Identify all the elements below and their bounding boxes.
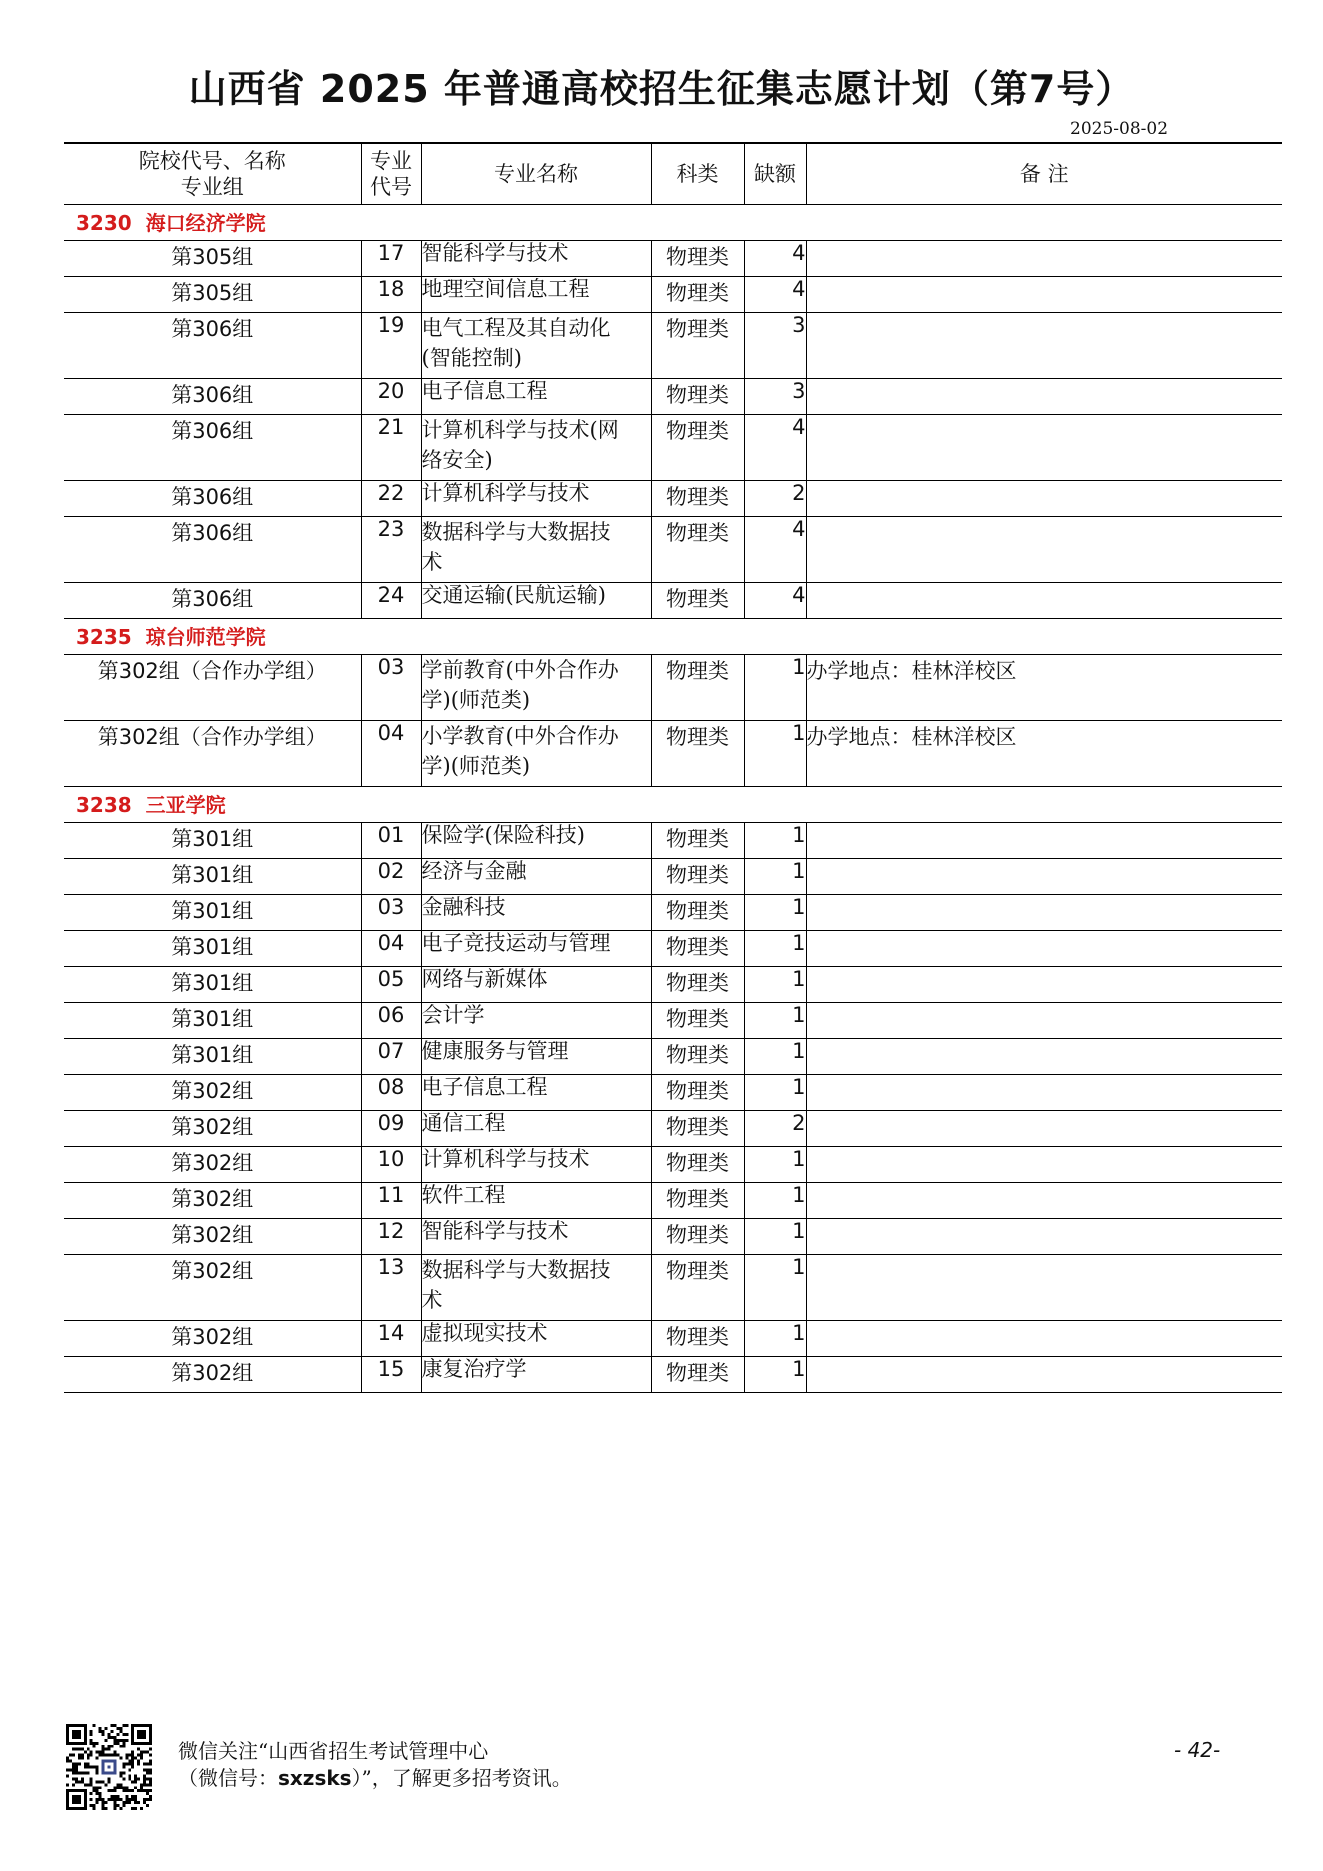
major-name-line: 小学教育(中外合作办	[421, 724, 619, 748]
category-cell: 物理类	[651, 967, 744, 1003]
category-cell: 物理类	[651, 1357, 744, 1393]
page-title: 山西省 2025 年普通高校招生征集志愿计划（第7号）	[188, 67, 1135, 111]
note-cell: 办学地点：桂林洋校区	[806, 655, 1282, 721]
school-code: 3230	[76, 211, 132, 235]
major-name-line: 电气工程及其自动化	[421, 316, 611, 340]
note-cell	[806, 1255, 1282, 1321]
quota-cell: 1	[744, 931, 806, 967]
category-cell: 物理类	[651, 1075, 744, 1111]
table-row	[64, 415, 1282, 481]
school-section-cell	[64, 619, 1282, 655]
table-row	[64, 277, 1282, 313]
table-row	[64, 583, 1282, 619]
group-cell: 第306组	[64, 583, 361, 619]
group-cell: 第306组	[64, 481, 361, 517]
major-code-cell: 14	[361, 1321, 421, 1357]
table-row	[64, 1255, 1282, 1321]
table-row	[64, 481, 1282, 517]
table-row	[64, 967, 1282, 1003]
major-name-line: 数据科学与大数据技	[421, 520, 611, 544]
note-cell	[806, 895, 1282, 931]
table-row	[64, 859, 1282, 895]
group-cell: 第301组	[64, 859, 361, 895]
quota-cell: 4	[744, 583, 806, 619]
note-cell	[806, 1321, 1282, 1357]
major-name-cell	[421, 1357, 651, 1393]
note-cell	[806, 1147, 1282, 1183]
major-name-line: 学前教育(中外合作办	[421, 658, 619, 682]
quota-cell: 1	[744, 1219, 806, 1255]
major-name-cell	[421, 895, 651, 931]
major-name-line: 网络与新媒体	[421, 967, 548, 991]
major-name-cell	[421, 967, 651, 1003]
quota-cell: 1	[744, 721, 806, 787]
major-name-cell	[421, 1321, 651, 1357]
footer-line2-prefix: （微信号：	[178, 1766, 278, 1790]
category-cell: 物理类	[651, 1183, 744, 1219]
school-name: 三亚学院	[145, 793, 226, 817]
major-code-cell: 06	[361, 1003, 421, 1039]
category-cell: 物理类	[651, 721, 744, 787]
col-header-code-line1: 专业	[370, 149, 412, 173]
group-cell: 第301组	[64, 1003, 361, 1039]
quota-cell: 1	[744, 1321, 806, 1357]
major-code-cell: 04	[361, 721, 421, 787]
major-name-line: 学)(师范类)	[421, 688, 531, 712]
major-code-cell: 10	[361, 1147, 421, 1183]
quota-cell: 1	[744, 1357, 806, 1393]
major-name-line: 地理空间信息工程	[421, 277, 590, 301]
note-cell	[806, 517, 1282, 583]
note-cell	[806, 241, 1282, 277]
table-row	[64, 517, 1282, 583]
major-code-cell: 20	[361, 379, 421, 415]
category-cell: 物理类	[651, 823, 744, 859]
category-cell: 物理类	[651, 241, 744, 277]
group-cell: 第302组	[64, 1357, 361, 1393]
major-code-cell: 11	[361, 1183, 421, 1219]
major-name-cell	[421, 379, 651, 415]
major-name-line: 健康服务与管理	[421, 1039, 569, 1063]
footer-line2	[178, 1765, 572, 1792]
note-cell	[806, 481, 1282, 517]
group-cell: 第302组（合作办学组）	[64, 655, 361, 721]
quota-cell: 2	[744, 481, 806, 517]
note-cell	[806, 583, 1282, 619]
major-code-cell: 21	[361, 415, 421, 481]
col-header-school-line2: 专业组	[180, 175, 244, 199]
major-name-line: 数据科学与大数据技	[421, 1258, 611, 1282]
category-cell: 物理类	[651, 1255, 744, 1321]
school-name: 琼台师范学院	[145, 625, 266, 649]
quota-cell: 1	[744, 895, 806, 931]
major-code-cell: 15	[361, 1357, 421, 1393]
table-row	[64, 1183, 1282, 1219]
note-cell	[806, 1003, 1282, 1039]
group-cell: 第302组	[64, 1321, 361, 1357]
major-name-line: 经济与金融	[421, 859, 527, 883]
category-cell: 物理类	[651, 1147, 744, 1183]
major-code-cell: 12	[361, 1219, 421, 1255]
major-name-cell	[421, 277, 651, 313]
group-cell: 第302组	[64, 1075, 361, 1111]
major-name-line: 电子信息工程	[421, 1075, 548, 1099]
note-cell	[806, 859, 1282, 895]
group-cell: 第306组	[64, 415, 361, 481]
page-footer	[0, 1712, 1323, 1812]
group-cell: 第306组	[64, 517, 361, 583]
group-cell: 第305组	[64, 277, 361, 313]
group-cell: 第306组	[64, 379, 361, 415]
category-cell: 物理类	[651, 1111, 744, 1147]
publish-date: 2025-08-02	[1070, 119, 1169, 139]
school-code: 3235	[76, 625, 132, 649]
school-section-cell	[64, 205, 1282, 241]
major-name-cell	[421, 1003, 651, 1039]
table-row	[64, 721, 1282, 787]
note-cell	[806, 1219, 1282, 1255]
major-code-cell: 02	[361, 859, 421, 895]
major-name-line: 金融科技	[421, 895, 506, 919]
table-row	[64, 1147, 1282, 1183]
col-header-school	[64, 143, 361, 205]
category-cell: 物理类	[651, 1219, 744, 1255]
table-row	[64, 379, 1282, 415]
major-name-line: 术	[421, 550, 443, 574]
quota-cell: 3	[744, 379, 806, 415]
group-cell: 第302组	[64, 1111, 361, 1147]
group-cell: 第302组	[64, 1183, 361, 1219]
group-cell: 第301组	[64, 823, 361, 859]
table-row	[64, 1111, 1282, 1147]
major-name-line: 电子竞技运动与管理	[421, 931, 611, 955]
category-cell: 物理类	[651, 313, 744, 379]
category-cell: 物理类	[651, 895, 744, 931]
quota-cell: 4	[744, 241, 806, 277]
major-name-line: 保险学(保险科技)	[421, 823, 585, 847]
category-cell: 物理类	[651, 1039, 744, 1075]
major-code-cell: 04	[361, 931, 421, 967]
category-cell: 物理类	[651, 1321, 744, 1357]
major-name-line: 计算机科学与技术	[421, 481, 590, 505]
major-name-line: 计算机科学与技术(网	[421, 418, 619, 442]
note-cell	[806, 415, 1282, 481]
major-name-line: (智能控制)	[421, 346, 522, 370]
major-name-line: 学)(师范类)	[421, 754, 531, 778]
col-header-code	[361, 143, 421, 205]
quota-cell: 1	[744, 859, 806, 895]
major-code-cell: 13	[361, 1255, 421, 1321]
col-header-note: 备 注	[806, 143, 1282, 205]
note-cell	[806, 1111, 1282, 1147]
major-name-cell	[421, 481, 651, 517]
group-cell: 第302组	[64, 1255, 361, 1321]
quota-cell: 4	[744, 415, 806, 481]
major-code-cell: 01	[361, 823, 421, 859]
table-row	[64, 895, 1282, 931]
wechat-id: sxzsks	[278, 1766, 352, 1790]
note-cell	[806, 1075, 1282, 1111]
school-section-row	[64, 787, 1282, 823]
school-name: 海口经济学院	[145, 211, 266, 235]
col-header-category: 科类	[651, 143, 744, 205]
major-code-cell: 19	[361, 313, 421, 379]
major-name-cell	[421, 313, 651, 379]
major-name-line: 电子信息工程	[421, 379, 548, 403]
col-header-school-line1: 院校代号、名称	[138, 149, 286, 173]
major-name-cell	[421, 517, 651, 583]
major-name-cell	[421, 1111, 651, 1147]
major-name-line: 虚拟现实技术	[421, 1321, 548, 1345]
quota-cell: 1	[744, 1003, 806, 1039]
table-row	[64, 1219, 1282, 1255]
note-cell	[806, 277, 1282, 313]
major-name-cell	[421, 1255, 651, 1321]
note-cell	[806, 931, 1282, 967]
school-section-cell	[64, 787, 1282, 823]
table-header-row	[64, 143, 1282, 205]
group-cell: 第306组	[64, 313, 361, 379]
table-row	[64, 1321, 1282, 1357]
enrollment-plan-table	[64, 142, 1282, 1393]
col-header-quota: 缺额	[744, 143, 806, 205]
major-name-cell	[421, 931, 651, 967]
table-row	[64, 823, 1282, 859]
note-cell	[806, 967, 1282, 1003]
group-cell: 第301组	[64, 895, 361, 931]
major-code-cell: 23	[361, 517, 421, 583]
major-name-cell	[421, 1183, 651, 1219]
major-name-cell	[421, 859, 651, 895]
group-cell: 第301组	[64, 1039, 361, 1075]
category-cell: 物理类	[651, 583, 744, 619]
major-name-cell	[421, 655, 651, 721]
major-name-line: 交通运输(民航运输)	[421, 583, 606, 607]
school-code: 3238	[76, 793, 132, 817]
major-name-cell	[421, 721, 651, 787]
category-cell: 物理类	[651, 931, 744, 967]
note-cell	[806, 313, 1282, 379]
major-name-line: 软件工程	[421, 1183, 506, 1207]
quota-cell: 1	[744, 823, 806, 859]
school-section-row	[64, 619, 1282, 655]
major-name-line: 计算机科学与技术	[421, 1147, 590, 1171]
major-name-cell	[421, 1147, 651, 1183]
group-cell: 第302组	[64, 1147, 361, 1183]
major-name-cell	[421, 583, 651, 619]
major-code-cell: 05	[361, 967, 421, 1003]
group-cell: 第301组	[64, 931, 361, 967]
table-body	[64, 205, 1282, 1393]
quota-cell: 1	[744, 1183, 806, 1219]
group-cell: 第301组	[64, 967, 361, 1003]
major-name-cell	[421, 241, 651, 277]
major-code-cell: 03	[361, 895, 421, 931]
major-code-cell: 18	[361, 277, 421, 313]
page-number: - 42-	[1174, 1738, 1221, 1762]
table-row	[64, 1039, 1282, 1075]
quota-cell: 1	[744, 1147, 806, 1183]
table-row	[64, 1003, 1282, 1039]
major-name-line: 术	[421, 1288, 443, 1312]
major-code-cell: 08	[361, 1075, 421, 1111]
col-header-code-line2: 代号	[370, 175, 412, 199]
quota-cell: 1	[744, 967, 806, 1003]
category-cell: 物理类	[651, 859, 744, 895]
major-name-line: 智能科学与技术	[421, 1219, 569, 1243]
major-code-cell: 07	[361, 1039, 421, 1075]
table-row	[64, 1357, 1282, 1393]
qr-code-icon	[66, 1724, 152, 1810]
major-code-cell: 17	[361, 241, 421, 277]
quota-cell: 1	[744, 1075, 806, 1111]
major-name-cell	[421, 1039, 651, 1075]
school-section-row	[64, 205, 1282, 241]
col-header-major: 专业名称	[421, 143, 651, 205]
major-name-cell	[421, 1219, 651, 1255]
major-name-cell	[421, 823, 651, 859]
group-cell: 第302组（合作办学组）	[64, 721, 361, 787]
major-code-cell: 22	[361, 481, 421, 517]
quota-cell: 2	[744, 1111, 806, 1147]
group-cell: 第302组	[64, 1219, 361, 1255]
major-name-cell	[421, 1075, 651, 1111]
quota-cell: 1	[744, 655, 806, 721]
major-code-cell: 24	[361, 583, 421, 619]
category-cell: 物理类	[651, 379, 744, 415]
note-cell: 办学地点：桂林洋校区	[806, 721, 1282, 787]
quota-cell: 4	[744, 277, 806, 313]
major-name-line: 会计学	[421, 1003, 485, 1027]
major-code-cell: 09	[361, 1111, 421, 1147]
footer-line2-suffix: ）”，了解更多招考资讯。	[351, 1766, 572, 1790]
category-cell: 物理类	[651, 655, 744, 721]
major-name-cell	[421, 415, 651, 481]
category-cell: 物理类	[651, 277, 744, 313]
group-cell: 第305组	[64, 241, 361, 277]
note-cell	[806, 1039, 1282, 1075]
major-name-line: 络安全)	[421, 448, 493, 472]
quota-cell: 1	[744, 1255, 806, 1321]
footer-note	[178, 1738, 572, 1792]
major-name-line: 康复治疗学	[421, 1357, 527, 1381]
quota-cell: 1	[744, 1039, 806, 1075]
footer-line1: 微信关注“山西省招生考试管理中心	[178, 1739, 489, 1763]
note-cell	[806, 823, 1282, 859]
category-cell: 物理类	[651, 481, 744, 517]
table-row	[64, 931, 1282, 967]
table-row	[64, 313, 1282, 379]
category-cell: 物理类	[651, 517, 744, 583]
major-name-line: 通信工程	[421, 1111, 506, 1135]
category-cell: 物理类	[651, 1003, 744, 1039]
table-row	[64, 655, 1282, 721]
note-cell	[806, 1183, 1282, 1219]
quota-cell: 3	[744, 313, 806, 379]
table-row	[64, 1075, 1282, 1111]
major-code-cell: 03	[361, 655, 421, 721]
major-name-line: 智能科学与技术	[421, 241, 569, 265]
table-row	[64, 241, 1282, 277]
quota-cell: 4	[744, 517, 806, 583]
category-cell: 物理类	[651, 415, 744, 481]
note-cell	[806, 1357, 1282, 1393]
note-cell	[806, 379, 1282, 415]
